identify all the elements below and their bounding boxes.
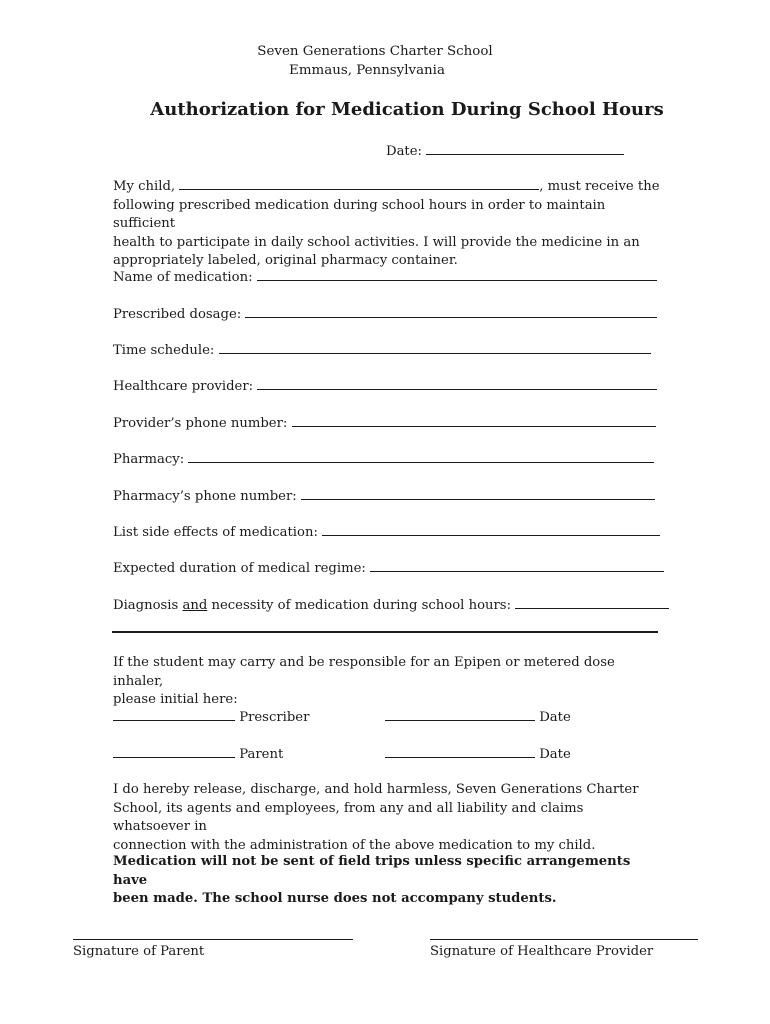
duration-row xyxy=(113,559,664,576)
parent-signature-label: Signature of Parent xyxy=(73,944,205,959)
diagnosis-label-end: necessity of medication during school hours: xyxy=(211,598,512,613)
prescriber-date-label: Date xyxy=(539,710,571,725)
time-schedule-field[interactable] xyxy=(219,341,651,354)
notice-line-2: been made. The school nurse does not accompany students. xyxy=(113,891,557,906)
prescriber-label: Prescriber xyxy=(239,710,310,725)
date-row xyxy=(386,142,624,159)
pharmacy-field[interactable] xyxy=(188,450,654,463)
parent-date-label: Date xyxy=(539,747,571,762)
provider-phone-field[interactable] xyxy=(292,414,656,427)
epipen-paragraph xyxy=(113,654,661,710)
diagnosis-row xyxy=(113,596,669,613)
duration-field[interactable] xyxy=(370,559,664,572)
pharmacy-phone-row xyxy=(113,487,655,504)
diagnosis-label-and: and xyxy=(182,598,208,613)
pharmacy-label: Pharmacy: xyxy=(113,452,185,467)
epipen-line-2: please initial here: xyxy=(113,692,238,707)
parent-initial-row xyxy=(113,745,283,762)
notice-paragraph xyxy=(113,853,661,909)
pharmacy-phone-label: Pharmacy’s phone number: xyxy=(113,489,297,504)
release-line-3: connection with the administration of the above medication to my child. xyxy=(113,837,596,853)
date-field[interactable] xyxy=(426,142,624,155)
provider-phone-row xyxy=(113,414,656,431)
parent-signature-line[interactable] xyxy=(73,939,353,940)
duration-label: Expected duration of medical regime: xyxy=(113,561,366,576)
dosage-row xyxy=(113,305,657,322)
epipen-line-1: If the student may carry and be responsible for an Epipen or metered dose inhaler, xyxy=(113,655,615,689)
medication-name-field[interactable] xyxy=(257,268,657,281)
section-divider xyxy=(112,631,658,633)
healthcare-provider-label: Healthcare provider: xyxy=(113,379,254,394)
prescriber-date-field[interactable] xyxy=(385,708,535,721)
medication-name-label: Name of medication: xyxy=(113,270,253,285)
intro-prefix: My child, xyxy=(113,179,176,194)
school-name: Seven Generations Charter School xyxy=(257,44,493,59)
intro-line-2: following prescribed medication during school hours in order to maintain sufficient xyxy=(113,197,606,231)
healthcare-provider-row xyxy=(113,377,657,394)
diagnosis-label-start: Diagnosis xyxy=(113,598,179,613)
healthcare-provider-field[interactable] xyxy=(257,377,657,390)
form-title: Authorization for Medication During School Hours xyxy=(150,99,664,120)
dosage-field[interactable] xyxy=(245,305,657,318)
release-paragraph xyxy=(113,781,661,855)
intro-line-3: health to participate in daily school activities. I will provide the medicine in an xyxy=(113,234,640,250)
time-schedule-label: Time schedule: xyxy=(113,343,215,358)
side-effects-row xyxy=(113,523,660,540)
provider-phone-label: Provider’s phone number: xyxy=(113,416,288,431)
release-line-2: School, its agents and employees, from any and all liability and claims whatsoever in xyxy=(113,800,584,834)
parent-date-field[interactable] xyxy=(385,745,535,758)
parent-initial-field[interactable] xyxy=(113,745,235,758)
child-name-field[interactable] xyxy=(179,177,539,190)
pharmacy-row xyxy=(113,450,654,467)
parent-date-row xyxy=(385,745,571,762)
parent-label: Parent xyxy=(239,747,284,762)
provider-signature-line[interactable] xyxy=(430,939,698,940)
prescriber-initial-field[interactable] xyxy=(113,708,235,721)
medication-name-row xyxy=(113,268,657,285)
pharmacy-phone-field[interactable] xyxy=(301,487,655,500)
time-schedule-row xyxy=(113,341,651,358)
prescriber-date-row xyxy=(385,708,571,725)
prescriber-initial-row xyxy=(113,708,309,725)
intro-line-4: appropriately labeled, original pharmacy container. xyxy=(113,253,458,268)
provider-signature-label: Signature of Healthcare Provider xyxy=(430,944,654,959)
diagnosis-field[interactable] xyxy=(515,596,669,609)
side-effects-label: List side effects of medication: xyxy=(113,525,318,540)
intro-paragraph xyxy=(113,177,661,271)
notice-line-1: Medication will not be sent of field trips unless specific arrangements have xyxy=(113,854,631,888)
school-location: Emmaus, Pennsylvania xyxy=(289,63,445,78)
date-label: Date: xyxy=(386,144,422,159)
side-effects-field[interactable] xyxy=(322,523,660,536)
release-line-1: I do hereby release, discharge, and hold harmless, Seven Generations Charter xyxy=(113,782,639,797)
intro-suffix: , must receive the xyxy=(539,179,660,194)
dosage-label: Prescribed dosage: xyxy=(113,307,242,322)
